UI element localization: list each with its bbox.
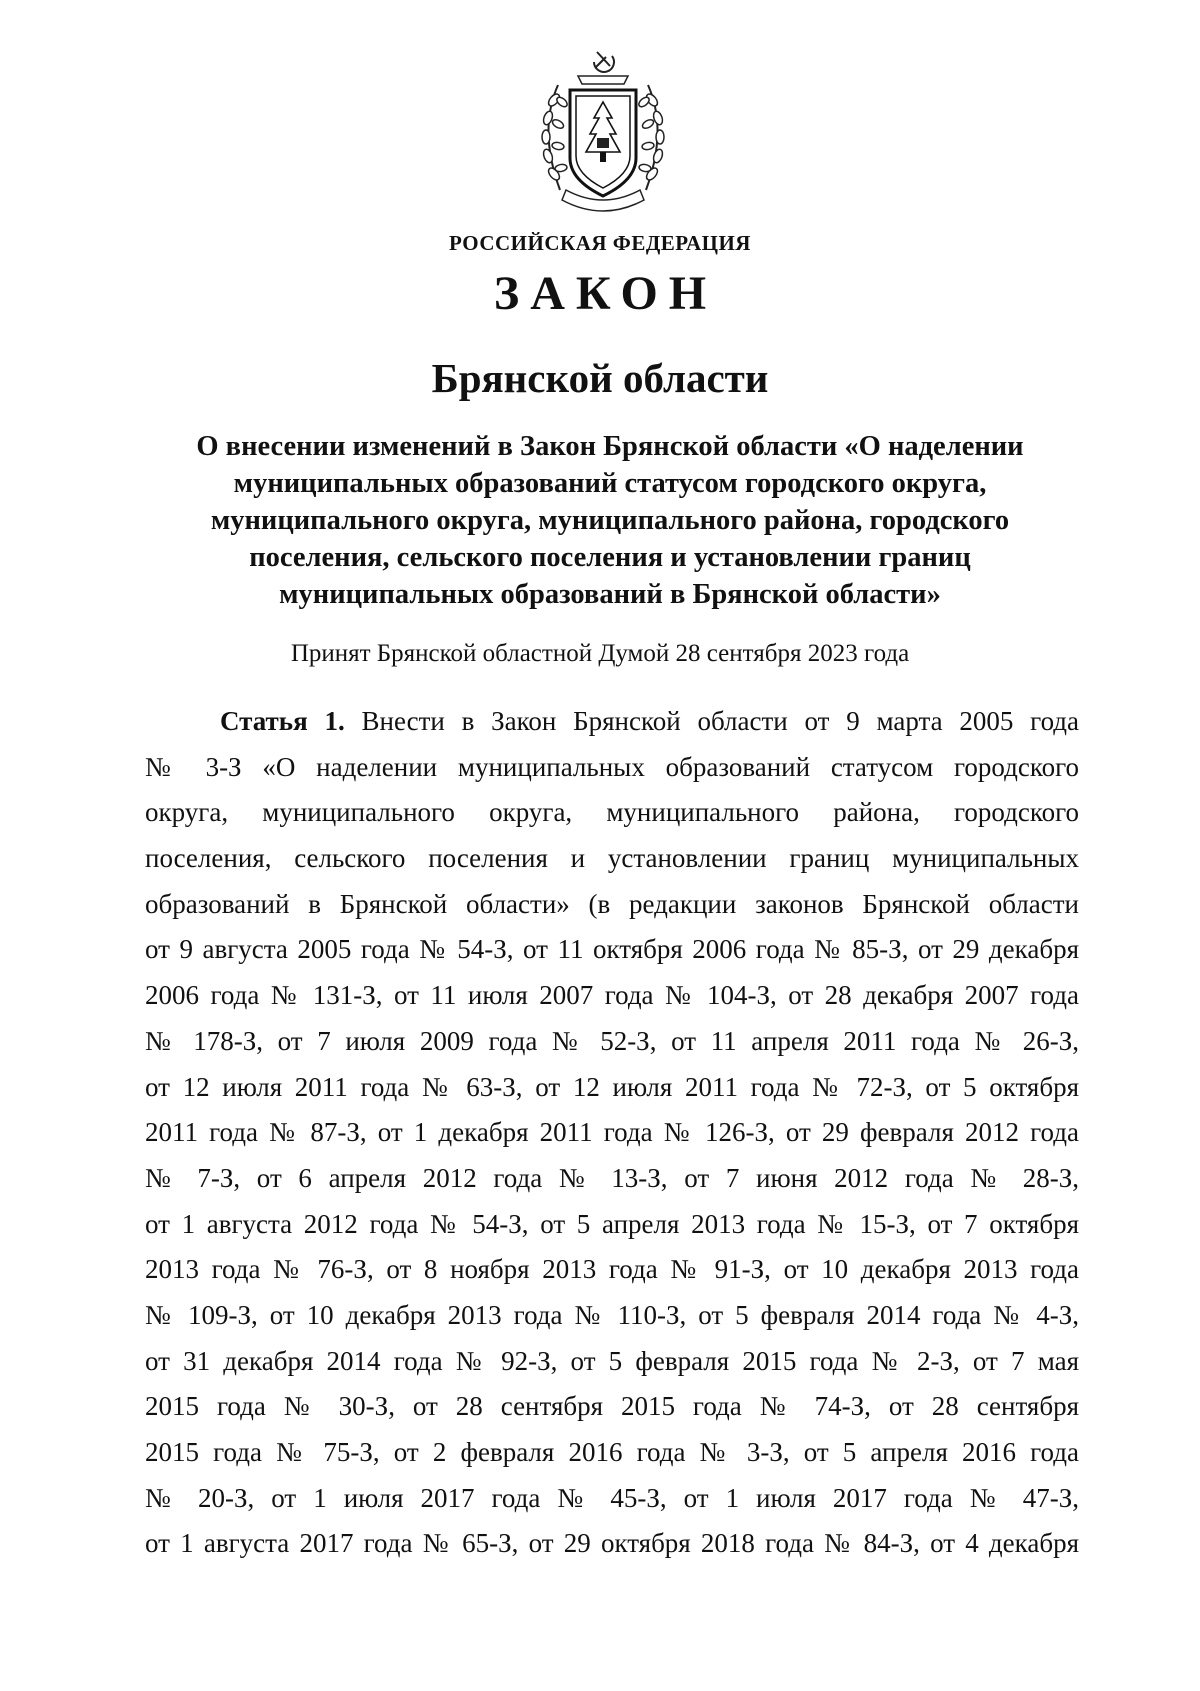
article-line: округа, муниципального округа, муниципального района, городского (145, 797, 1079, 828)
law-title-line: муниципальных образований в Брянской области» (279, 579, 941, 610)
article-line: 2015 года № 30-З, от 28 сентября 2015 года № 74-З, от 28 сентября (145, 1391, 1079, 1422)
article-line: от 9 августа 2005 года № 54-З, от 11 октября 2006 года № 85-З, от 29 декабря (145, 934, 1079, 965)
article-line: от 1 августа 2012 года № 54-З, от 5 апреля 2013 года № 15-З, от 7 октября (145, 1208, 1079, 1239)
article-line: № 109-З, от 10 декабря 2013 года № 110-З, от 5 февраля 2014 года № 4-З, (145, 1299, 1079, 1330)
law-title-line: поселения, сельского поселения и установлении границ (249, 542, 971, 573)
country-heading: РОССИЙСКАЯ ФЕДЕРАЦИЯ (449, 231, 751, 255)
article-label: Статья 1. (220, 706, 345, 736)
law-title-line: муниципальных образований статусом городского округа, (233, 468, 987, 499)
article-line: № 178-З, от 7 июля 2009 года № 52-З, от 11 апреля 2011 года № 26-З, (145, 1025, 1079, 1056)
law-title-line: О внесении изменений в Закон Брянской области «О наделении (196, 431, 1024, 462)
article-line: № 7-З, от 6 апреля 2012 года № 13-З, от 7 июня 2012 года № 28-З, (145, 1162, 1079, 1193)
article-line: от 31 декабря 2014 года № 92-З, от 5 февраля 2015 года № 2-З, от 7 мая (145, 1345, 1079, 1376)
article-line: 2015 года № 75-З, от 2 февраля 2016 года № 3-З, от 5 апреля 2016 года (145, 1437, 1079, 1467)
article-line: 2013 года № 76-З, от 8 ноября 2013 года № 91-З, от 10 декабря 2013 года (145, 1254, 1079, 1285)
coat-of-arms-icon (528, 40, 678, 222)
law-title (140, 428, 1080, 613)
article-line: № 20-З, от 1 июля 2017 года № 45-З, от 1 июля 2017 года № 47-З, (145, 1482, 1079, 1513)
article-line: образований в Брянской области» (в редакции законов Брянской области (145, 888, 1079, 919)
article-text: Внести в Закон Брянской области от 9 марта 2005 года (361, 706, 1079, 736)
article-line: от 1 августа 2017 года № 65-З, от 29 октября 2018 года № 84-З, от 4 декабря (145, 1528, 1079, 1559)
article-line: поселения, сельского поселения и установлении границ муниципальных (145, 843, 1079, 874)
article-first-line (145, 699, 1079, 745)
article-line: № 3-З «О наделении муниципальных образований статусом городского (145, 751, 1079, 782)
article-line: 2011 года № 87-З, от 1 декабря 2011 года № 126-З, от 29 февраля 2012 года (145, 1117, 1079, 1148)
law-title-line: муниципального округа, муниципального района, городского (210, 505, 1010, 536)
adoption-statement: Принят Брянской областной Думой 28 сентября 2023 года (290, 640, 910, 667)
article-body (145, 699, 1079, 1567)
document-type-heading: ЗАКОН (493, 267, 718, 320)
article-line: 2006 года № 131-З, от 11 июля 2007 года № 104-З, от 28 декабря 2007 года (145, 980, 1079, 1011)
article-line: от 12 июля 2011 года № 63-З, от 12 июля 2011 года № 72-З, от 5 октября (145, 1071, 1079, 1102)
region-heading: Брянской области (431, 355, 769, 401)
